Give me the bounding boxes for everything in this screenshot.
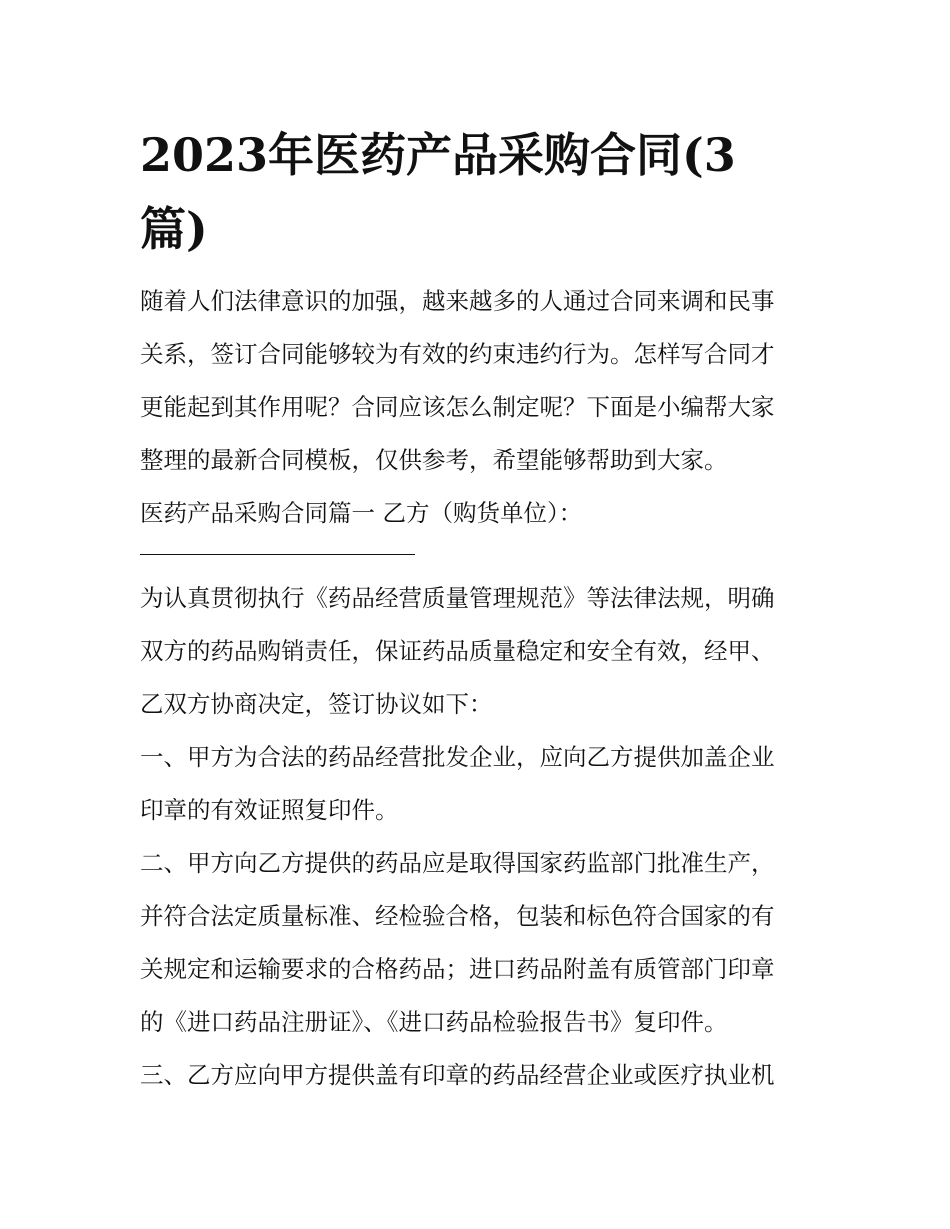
text-line: 双方的药品购销责任，保证药品质量稳定和安全有效，经甲、	[140, 637, 775, 665]
text-line: 关规定和运输要求的合格药品；进口药品附盖有质管部门印章	[140, 955, 775, 983]
text-line: 并符合法定质量标准、经检验合格，包装和标色符合国家的有	[140, 902, 775, 930]
text-line: 为认真贯彻执行《药品经营质量管理规范》等法律法规，明确	[140, 584, 775, 612]
title-line-2: 篇)	[140, 202, 208, 256]
title-line-1: 2023年医药产品采购合同(3	[140, 128, 736, 182]
text-line: 乙双方协商决定，签订协议如下：	[140, 690, 493, 718]
clause-line: 一、甲方为合法的药品经营批发企业，应向乙方提供加盖企业	[140, 743, 775, 771]
text-line: 印章的有效证照复印件。	[140, 796, 399, 824]
text-line: 关系，签订合同能够较为有效的约束违约行为。怎样写合同才	[140, 340, 775, 368]
text-line: 的《进口药品注册证》、《进口药品检验报告书》复印件。	[140, 1008, 728, 1036]
clause-line: 三、乙方应向甲方提供盖有印章的药品经营企业或医疗执业机	[140, 1061, 775, 1089]
fill-in-blank-underline	[140, 554, 415, 555]
text-line: 整理的最新合同模板，仅供参考，希望能够帮助到大家。	[140, 446, 728, 474]
section-heading-line: 医药产品采购合同篇一 乙方（购货单位）：	[140, 499, 583, 527]
contract-body	[140, 572, 820, 1102]
intro-paragraph	[140, 275, 820, 540]
text-line: 更能起到其作用呢？合同应该怎么制定呢？下面是小编帮大家	[140, 393, 775, 421]
clause-line: 二、甲方向乙方提供的药品应是取得国家药监部门批准生产，	[140, 849, 775, 877]
text-line: 随着人们法律意识的加强，越来越多的人通过合同来调和民事	[140, 287, 775, 315]
document-title	[140, 118, 820, 266]
